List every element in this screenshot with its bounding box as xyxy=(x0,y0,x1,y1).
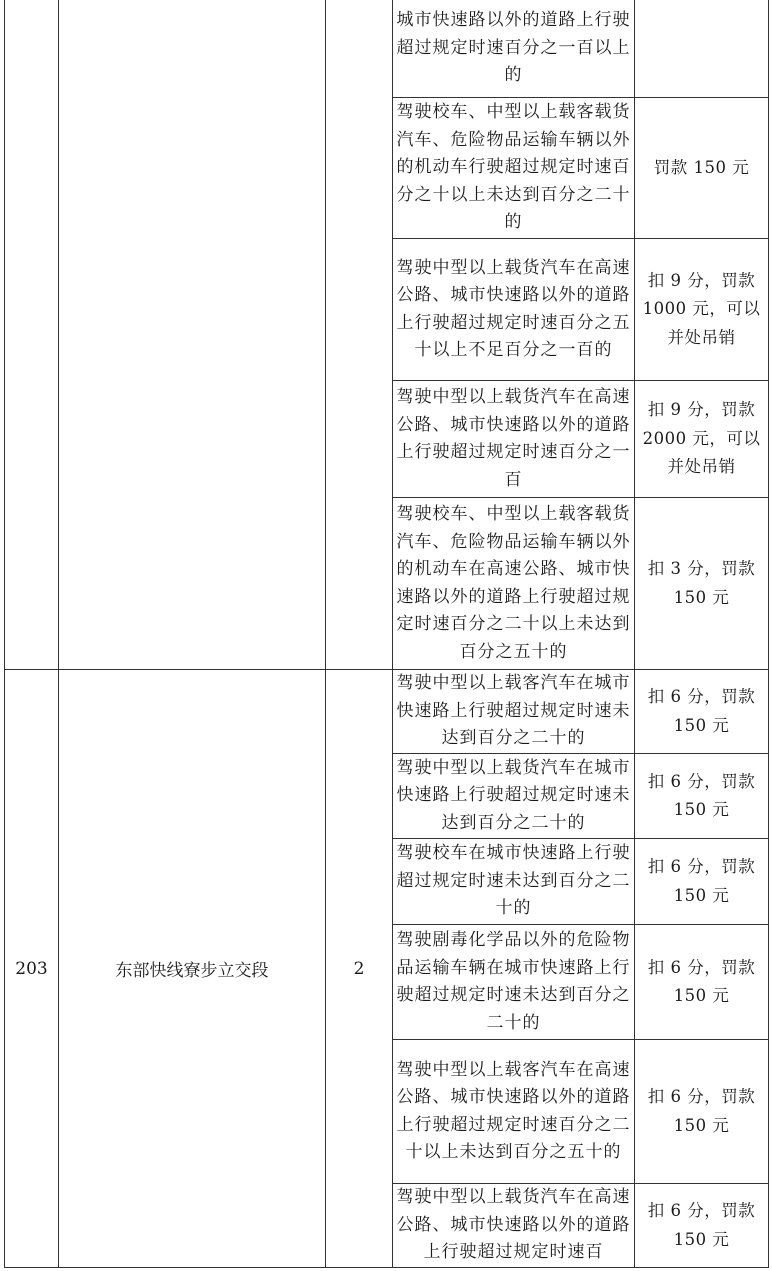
violation-description: 驾驶中型以上载客汽车在城市快速路上行驶超过规定时速未达到百分之二十的 xyxy=(396,673,631,749)
penalty: 罚款 150 元 xyxy=(653,157,750,177)
regulation-table xyxy=(4,0,769,1271)
violation-description: 驾驶校车在城市快速路上行驶超过规定时速未达到百分之二十的 xyxy=(396,843,631,919)
penalty: 扣 9 分，罚款 1000 元，可以并处吊销 xyxy=(642,270,761,347)
site-number: 203 xyxy=(15,958,48,979)
penalty: 扣 9 分，罚款 2000 元，可以并处吊销 xyxy=(642,400,761,477)
violation-description: 驾驶剧毒化学品以外的危险物品运输车辆在城市快速路上行驶超过规定时速未达到百分之二十的 xyxy=(396,930,631,1033)
violation-description: 驾驶中型以上载客汽车在高速公路、城市快速路以外的道路上行驶超过规定时速百分之二十以上未达到百分之五十的 xyxy=(396,1059,631,1162)
penalty: 扣 6 分，罚款 150 元 xyxy=(647,687,756,735)
camera-count: 2 xyxy=(353,958,365,979)
penalty: 扣 6 分，罚款 150 元 xyxy=(647,857,756,905)
penalty: 扣 6 分，罚款 150 元 xyxy=(647,957,756,1005)
violation-description: 驾驶中型以上载货汽车在高速公路、城市快速路以外的道路上行驶超过规定时速百分之五十以上不足百分之一百的 xyxy=(396,257,631,360)
penalty: 扣 6 分，罚款 150 元 xyxy=(647,1201,756,1249)
site-location: 东部快线寮步立交段 xyxy=(115,961,269,981)
violation-description: 驾驶中型以上载货汽车在高速公路、城市快速路以外的道路上行驶超过规定时速百分之一百 xyxy=(396,387,631,490)
table-right-border xyxy=(768,0,769,1268)
violation-description: 驾驶校车、中型以上载客载货汽车、危险物品运输车辆以外的机动车行驶超过规定时速百分之十以上未达到百分之二十的 xyxy=(396,102,631,233)
violation-description: 城市快速路以外的道路上行驶超过规定时速百分之一百以上的 xyxy=(396,10,631,86)
violation-description: 驾驶中型以上载货汽车在高速公路、城市快速路以外的道路上行驶超过规定时速百 xyxy=(396,1187,631,1263)
table-bottom-border xyxy=(4,1267,769,1268)
penalty: 扣 6 分，罚款 150 元 xyxy=(647,1087,756,1135)
violation-description: 驾驶中型以上载货汽车在城市快速路上行驶超过规定时速未达到百分之二十的 xyxy=(396,757,631,833)
penalty: 扣 3 分，罚款 150 元 xyxy=(647,559,756,607)
penalty xyxy=(635,0,768,97)
violation-description: 驾驶校车、中型以上载客载货汽车、危险物品运输车辆以外的机动车在高速公路、城市快速路以外的道路上行驶超过规定时速百分之二十以上未达到百分之五十的 xyxy=(396,504,631,662)
penalty: 扣 6 分，罚款 150 元 xyxy=(647,771,756,819)
